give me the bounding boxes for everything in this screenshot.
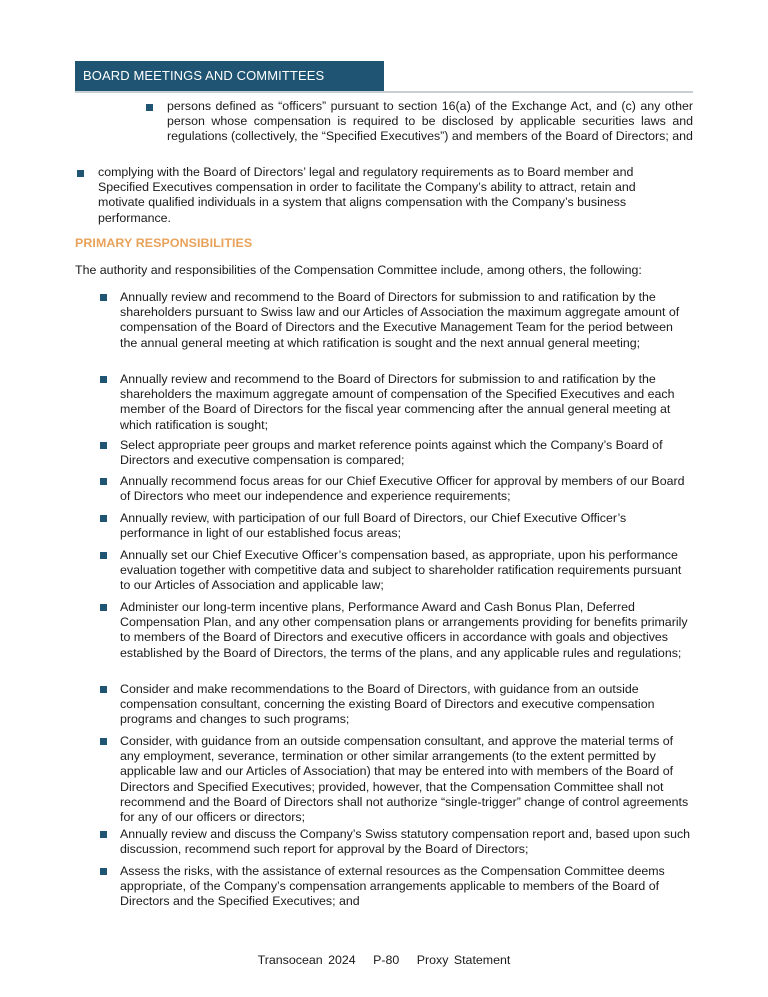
sub-bullet-marker [146, 104, 153, 111]
bullet-marker [77, 170, 84, 177]
footer-document: Proxy Statement [416, 953, 511, 967]
list-item-text: Consider and make recommendations to the Board of Directors, with guidance from an outside compensation consultant, concerning the existing Board of Directors and executive compensation programs and changes to such programs; [120, 682, 655, 727]
footer-page-number: P-80 [373, 953, 400, 967]
bullet-marker [100, 552, 107, 559]
bullet-marker [100, 738, 107, 745]
bullet-text: complying with the Board of Directors’ legal and regulatory requirements as to Board member and Specified Executives compensation in order to facilitate the Company’s ability to attract, retain and motivate qualified individuals in a system that aligns compensation with the Company’s business performance. [98, 165, 636, 225]
bullet-marker [100, 442, 107, 449]
bullet-marker [100, 868, 107, 875]
bullet-marker [100, 686, 107, 693]
list-item-text: Assess the risks, with the assistance of external resources as the Compensation Committee deems appropriate, of the Company’s compensation arrangements applicable to members of the Board of Directors and the Specified Executives; and [120, 864, 665, 909]
list-item-text: Annually review and recommend to the Board of Directors for submission to and ratification by the shareholders the maximum aggregate amount of compensation of the Specified Executives and each member of the Board of Directors for the fiscal year commencing after the annual general meeting at which ratification is sought; [120, 372, 675, 432]
list-item-text: Annually set our Chief Executive Officer’s compensation based, as appropriate, upon his performance evaluation together with competitive data and subject to shareholder ratification requirements pursuant to our Articles of Association and applicable law; [120, 548, 682, 593]
footer-company: Transocean 2024 [257, 953, 356, 967]
section-heading: PRIMARY RESPONSIBILITIES [75, 236, 253, 250]
list-item-text: Annually review and discuss the Company’s Swiss statutory compensation report and, based upon such discussion, recommend such report for approval by the Board of Directors; [120, 827, 691, 857]
list-item-text: Annually recommend focus areas for our Chief Executive Officer for approval by members of our Board of Directors who meet our independence and experience requirements; [120, 474, 685, 504]
bullet-marker [100, 604, 107, 611]
bullet-marker [100, 478, 107, 485]
list-item-text: Annually review and recommend to the Board of Directors for submission to and ratification by the shareholders pursuant to Swiss law and our Articles of Association the maximum aggregate amount of compensation of the Board of Directors and the Executive Management Team for the period between the annual general meeting at which ratification is sought and the next annual general meeting; [120, 290, 680, 350]
list-item-text: Consider, with guidance from an outside compensation consultant, and approve the material terms of any employment, severance, termination or other similar arrangements (to the extent permitted by applicable law and our Articles of Association) that may be entered into with members of the Board of Directors and Specified Executives; provided, however, that the Compensation Committee shall not recommend and the Board of Directors shall not authorize “single-trigger” change of control agreements for any of our officers or directors; [120, 734, 689, 825]
list-item-text: Administer our long-term incentive plans, Performance Award and Cash Bonus Plan, Deferred Compensation Plan, and any other compensation plans or arrangements providing for benefits primarily to members of the Board of Directors and executive officers in accordance with goals and objectives established by the Board of Directors, the terms of the plans, and any applicable rules and regulations; [120, 600, 688, 660]
header-divider [75, 91, 693, 93]
page-footer [0, 953, 768, 967]
bullet-marker [100, 831, 107, 838]
sub-bullet-text: persons defined as “officers” pursuant to section 16(a) of the Exchange Act, and (c) any other person whose compensation is required to be disclosed by applicable securities laws and regulations (collectively, the “Specified Executives”) and members of the Board of Directors; and [167, 99, 693, 144]
section-header-band [75, 61, 384, 91]
bullet-marker [100, 376, 107, 383]
list-item-text: Annually review, with participation of our full Board of Directors, our Chief Executive Officer’s performance in light of our established focus areas; [120, 511, 627, 541]
bullet-marker [100, 294, 107, 301]
bullet-marker [100, 515, 107, 522]
section-header-title: BOARD MEETINGS AND COMMITTEES [83, 68, 325, 83]
section-intro: The authority and responsibilities of the Compensation Committee include, among others, the following: [75, 263, 642, 277]
list-item-text: Select appropriate peer groups and market reference points against which the Company’s Board of Directors and executive compensation is compared; [120, 438, 663, 468]
